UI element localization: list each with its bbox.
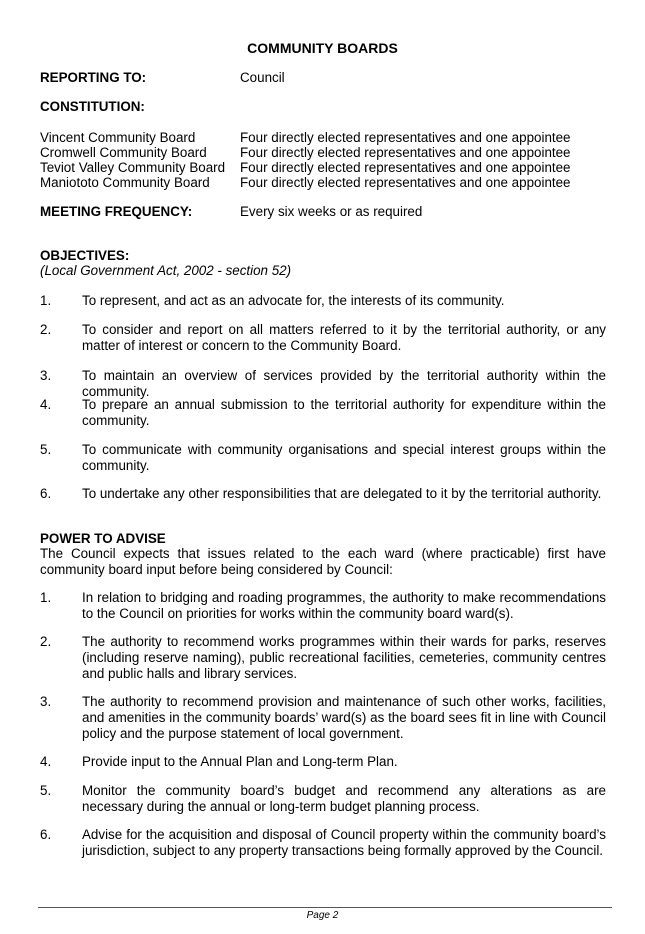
meeting-value: Every six weeks or as required bbox=[240, 204, 423, 219]
board-name: Maniototo Community Board bbox=[40, 175, 210, 190]
meeting-label: MEETING FREQUENCY: bbox=[40, 204, 193, 219]
objectives-subheading: (Local Government Act, 2002 - section 52) bbox=[40, 263, 292, 278]
page-title: COMMUNITY BOARDS bbox=[247, 40, 398, 56]
board-composition: Four directly elected representatives and one appointee bbox=[240, 130, 571, 145]
item-number: 6. bbox=[40, 486, 52, 501]
item-text: To consider and report on all matters referred to it by the territorial authority, or any matter of interest or concern to the Community Board. bbox=[82, 322, 606, 353]
item-number: 5. bbox=[40, 442, 52, 457]
board-composition: Four directly elected representatives and one appointee bbox=[240, 175, 571, 190]
item-text: To prepare an annual submission to the territorial authority for expenditure within the community. bbox=[82, 397, 606, 428]
item-text: The authority to recommend provision and maintenance of such other works, facilities, and amenities in the community boards’ ward(s) as the board sees fit in line with Council policy and the purpose statement of local government. bbox=[82, 694, 606, 741]
constitution-heading: CONSTITUTION: bbox=[40, 99, 145, 114]
item-text: To communicate with community organisations and special interest groups within the community. bbox=[82, 442, 606, 473]
board-name: Vincent Community Board bbox=[40, 130, 196, 145]
item-number: 1. bbox=[40, 293, 52, 308]
item-number: 2. bbox=[40, 322, 52, 337]
board-composition: Four directly elected representatives and one appointee bbox=[240, 145, 571, 160]
item-number: 2. bbox=[40, 634, 52, 649]
reporting-value: Council bbox=[240, 70, 285, 85]
item-text: Monitor the community board’s budget and recommend any alterations as are necessary during the annual or long-term budget planning process. bbox=[82, 783, 606, 814]
item-text: To represent, and act as an advocate for, the interests of its community. bbox=[82, 293, 505, 308]
power-intro: The Council expects that issues related to the each ward (where practicable) first have community board input before being considered by Council: bbox=[40, 546, 606, 577]
objectives-heading: OBJECTIVES: bbox=[40, 248, 130, 263]
item-number: 3. bbox=[40, 694, 52, 709]
reporting-label: REPORTING TO: bbox=[40, 70, 147, 85]
item-text: To undertake any other responsibilities that are delegated to it by the territorial authority. bbox=[82, 486, 602, 501]
item-number: 3. bbox=[40, 368, 52, 383]
board-name: Cromwell Community Board bbox=[40, 145, 207, 160]
item-number: 6. bbox=[40, 827, 52, 842]
item-text: The authority to recommend works programmes within their wards for parks, reserves (including reserve naming), public recreational facilities, cemeteries, community centres and public halls and library services. bbox=[82, 634, 606, 681]
page-number: Page 2 bbox=[306, 910, 339, 921]
item-number: 4. bbox=[40, 397, 52, 412]
item-text: Provide input to the Annual Plan and Long-term Plan. bbox=[82, 754, 398, 769]
item-text: In relation to bridging and roading programmes, the authority to make recommendations to the Council on priorities for works within the community board ward(s). bbox=[82, 590, 606, 621]
board-name: Teviot Valley Community Board bbox=[40, 160, 226, 175]
item-number: 5. bbox=[40, 783, 52, 798]
power-heading: POWER TO ADVISE bbox=[40, 531, 166, 546]
item-number: 1. bbox=[40, 590, 52, 605]
item-text: To maintain an overview of services provided by the territorial authority within the community. bbox=[82, 368, 606, 399]
item-text: Advise for the acquisition and disposal of Council property within the community board’s jurisdiction, subject to any property transactions being formally approved by the Council. bbox=[82, 827, 606, 858]
item-number: 4. bbox=[40, 754, 52, 769]
board-composition: Four directly elected representatives and one appointee bbox=[240, 160, 571, 175]
